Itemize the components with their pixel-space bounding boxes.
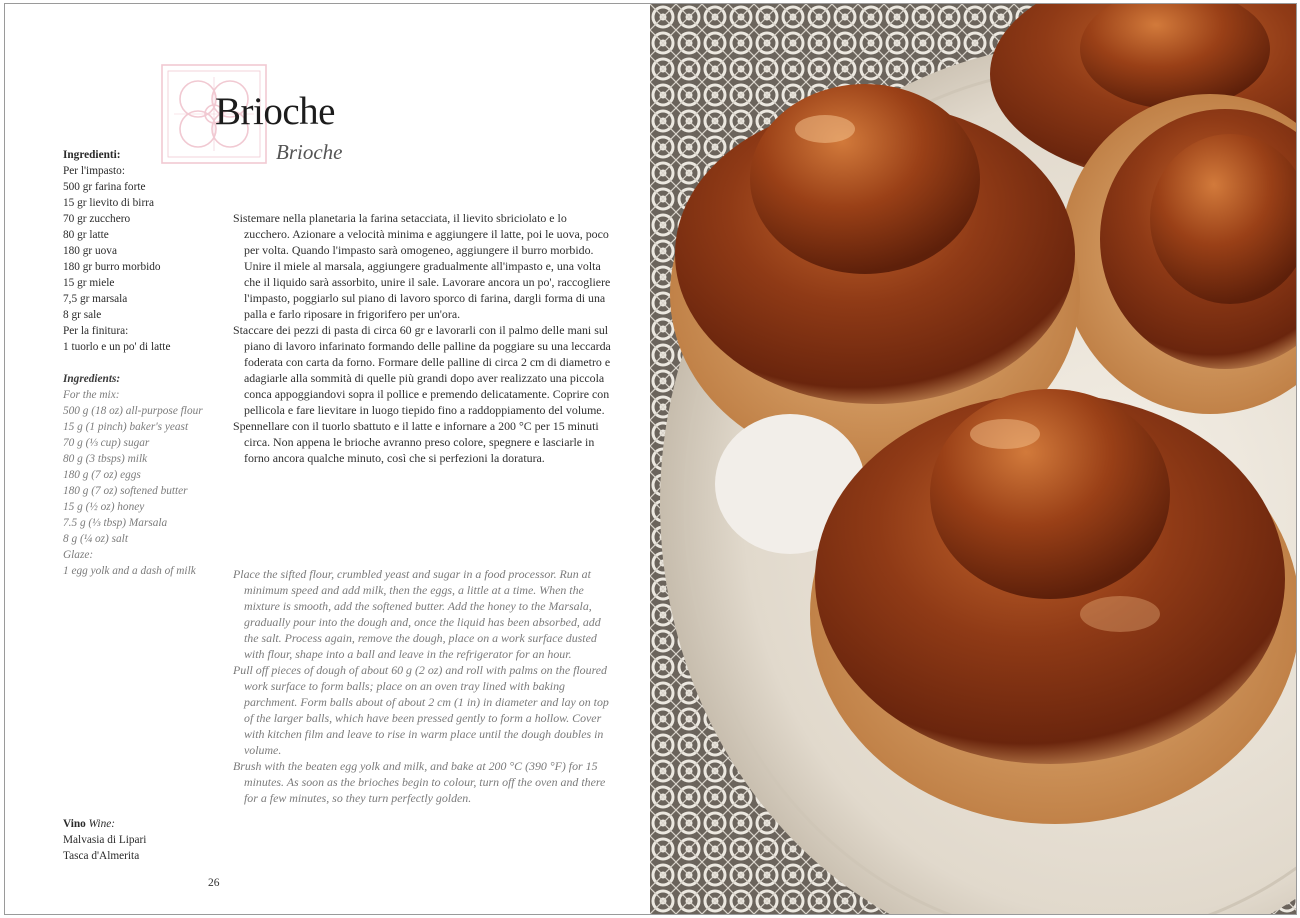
ingredient-item: 15 g (1 pinch) baker's yeast — [63, 421, 189, 433]
wine-label-english: Wine: — [88, 818, 115, 830]
method-step: Staccare dei pezzi di pasta di circa 60 gr e lavorarli con il palmo delle mani sul piano di lavoro infarinato formando delle palline da poggiare su una leccarda foderata con carta da forno. Formare delle palline di circa 2 cm di diametro e adagiarle alla sommità di quelle più grandi dopo aver realizzato una piccola conca appoggiandovi sopra il pollice e premendo delicatamente. Coprire con pellicola e fare lievitare in luogo tiepido fino a raddoppiamento del volume. — [233, 323, 611, 417]
method-step: Place the sifted flour, crumbled yeast and sugar in a food processor. Run at minimum speed and add milk, then the eggs, a little at a time. When the mixture is smooth, add the softened butter. Add the honey to the Marsala, gradually pour into the dough and, once the liquid has been absorbed, add the salt. Process again, remove the dough, place on a work surface dusted with flour, shape into a ball and leave in the refrigerator for an hour. — [233, 567, 601, 661]
ingredient-item: 500 g (18 oz) all-purpose flour — [63, 405, 203, 417]
ingredient-item: 180 gr uova — [63, 245, 117, 257]
ingredients-italian — [63, 147, 233, 355]
ingredient-item: 70 gr zucchero — [63, 213, 131, 225]
ingredient-item: 8 g (¼ oz) salt — [63, 533, 128, 545]
recipe-title: Brioche — [215, 90, 335, 133]
ingredients-block — [63, 147, 233, 579]
book-spread — [4, 3, 1297, 915]
ingredient-item: 180 g (7 oz) softened butter — [63, 485, 188, 497]
ingredient-item: 80 gr latte — [63, 229, 109, 241]
method-italian — [233, 210, 613, 466]
ingredient-item: 180 g (7 oz) eggs — [63, 469, 141, 481]
ingredients-heading: Ingredients: — [63, 373, 121, 385]
page-number: 26 — [208, 877, 220, 889]
ingredient-item: 1 tuorlo e un po' di latte — [63, 341, 171, 353]
ingredient-item: 500 gr farina forte — [63, 181, 146, 193]
recipe-page — [5, 4, 650, 914]
ingredient-item: 180 gr burro morbido — [63, 261, 161, 273]
ingredients-heading: Ingredienti: — [63, 149, 121, 161]
ingredient-item: 15 gr lievito di birra — [63, 197, 154, 209]
wine-label-italian: Vino — [63, 818, 86, 830]
brioche-photo-icon — [650, 4, 1296, 914]
ingredient-item: 7,5 gr marsala — [63, 293, 128, 305]
wine-producer: Tasca d'Almerita — [63, 850, 140, 862]
ingredient-item: Glaze: — [63, 549, 94, 561]
method-step: Pull off pieces of dough of about 60 g (2 oz) and roll with palms on the floured work surface to form balls; place on an oven tray lined with baking parchment. Form balls about of about 2 cm (1 in) in diameter and lay on top of the larger balls, which have been pressed gently to form a hollow. Cover with kitchen film and leave to rise in warm place until the dough doubles in volume. — [233, 663, 609, 757]
ingredient-item: 80 g (3 tbsps) milk — [63, 453, 148, 465]
ingredient-item: 15 g (½ oz) honey — [63, 501, 145, 513]
ingredient-item: 7.5 g (⅓ tbsp) Marsala — [63, 517, 168, 529]
ingredient-item: For the mix: — [63, 389, 120, 401]
ingredients-english — [63, 371, 233, 579]
method-step: Sistemare nella planetaria la farina setacciata, il lievito sbriciolato e lo zucchero. Azionare a velocità minima e aggiungere il latte, poi le uova, poco per volta. Quando l'impasto sarà omogeneo, aggiungere il burro morbido. Unire il miele al marsala, aggiungere gradualmente all'impasto e, una volta che il liquido sarà assorbito, unire il sale. Lavorare ancora un po', raccogliere l'impasto, poggiarlo sul piano di lavoro sporco di farina, dargli forma di una palla e farlo riposare in frigorifero per un'ora. — [233, 211, 611, 321]
method-step: Spennellare con il tuorlo sbattuto e il latte e infornare a 200 °C per 15 minuti circa. Non appena le brioche avranno preso colore, spegnere e lasciarle in forno ancora qualche minuto, così che si perfezioni la doratura. — [233, 419, 599, 465]
ingredient-item: Per l'impasto: — [63, 165, 125, 177]
wine-pairing — [63, 816, 146, 864]
ingredient-item: 15 gr miele — [63, 277, 115, 289]
ingredient-item: 70 g (⅓ cup) sugar — [63, 437, 150, 449]
ingredient-item: 1 egg yolk and a dash of milk — [63, 565, 196, 577]
brioche-photo — [650, 4, 1296, 914]
wine-name: Malvasia di Lipari — [63, 834, 147, 846]
method-step: Brush with the beaten egg yolk and milk, and bake at 200 °C (390 °F) for 15 minutes. As soon as the brioches begin to colour, turn off the oven and there for a few minutes, so they turn perfectly golden. — [233, 759, 606, 805]
method-english — [233, 566, 613, 806]
ingredient-item: Per la finitura: — [63, 325, 129, 337]
recipe-subtitle: Brioche — [276, 140, 343, 164]
ingredient-item: 8 gr sale — [63, 309, 102, 321]
